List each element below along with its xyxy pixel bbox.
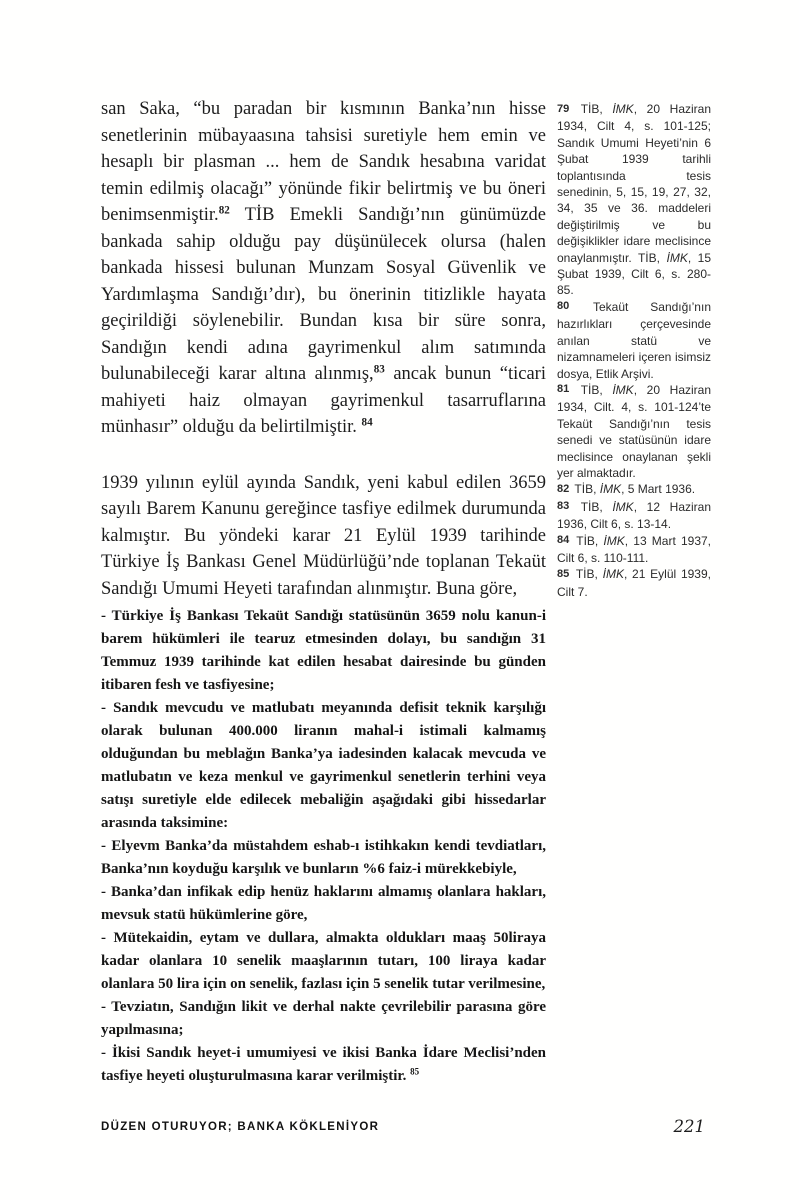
decree-item [101,835,550,881]
italic-text: İMK [602,567,624,582]
text-segment: , 20 Haziran 1934, Cilt 4, s. 101-125; Sandık Umumi Heyeti’nin 6 Şubat 1939 tarihli toplantısında tesis senedinin, 5, 15, 19, 27, 32, 34, 35 ve 36. maddeleri değiştirilmiş ve bu değişiklikler idare meclisince onaylanmıştır. TİB, [557,102,715,265]
sidenote [557,566,715,600]
sidenote [557,101,715,299]
sidenotes-column [557,101,715,600]
decree-item [101,996,550,1042]
text-segment: TİB, [571,382,613,397]
text-segment: , 13 Mart 1937, Cilt 6, s. 110-111. [557,533,715,565]
text-segment: TİB, [571,102,613,116]
text-segment: , 15 Şubat 1939, Cilt 6, s. 280-85. [557,250,715,298]
text-segment: TİB, [571,482,600,497]
text-segment: - Türkiye İş Bankası Tekaüt Sandığı statüsünün 3659 nolu kanun-i barem hükümleri ile tearuz etmesinden dolayı, bu sandığın 31 Temmuz 1939 tarihinde kat edilen hesabat dairesinde bu günden itibaren fesh ve tasfiyesine; [101,608,550,693]
text-segment: TİB, [571,567,603,582]
text-segment: ancak bunun “ticari mahiyeti haiz olmayan gayrimenkul tasarruflarına münhasır” olduğu da belirtilmiştir. [101,364,551,437]
decree-item [101,1042,550,1088]
text-segment: - Elyevm Banka’da müstahdem eshab-ı istihkakın kendi tevdiatları, Banka’nın koyduğu karşılık ve bunların %6 faiz-i mürekkebiyle, [101,838,550,877]
text-segment: - Sandık mevcudu ve matlubatı meyanında defisit teknik karşılığı olarak bulunan 400.000 liranın mahal-i istimali kalmamış olduğundan bu meblağın Banka’ya iadesinden kalacak mevcuda ve matlubatın ve keza menkul ve gayrimenkul senetlerin terhini veya satışı suretiyle elde edilecek mebaliğin aşağıdaki gibi hissedarlar arasında taksimine: [101,700,550,831]
text-segment: , 5 Mart 1936. [621,482,696,497]
main-text-column [101,96,551,1088]
sidenote [557,382,715,481]
sidenote-number: 85 [557,567,570,580]
italic-text: İMK [612,499,634,514]
text-segment: TİB, [571,533,604,548]
text-segment: TİB Emekli Sandığı’nın günümüzde bankada sahip olduğu pay düşünülecek olursa (halen bankada hissesi bulunan Munzam Sosyal Güvenlik ve Yardımlaşma Sandığı’dır), bu önerinin titizlikle hayata geçirildiği söylenebilir. Bundan kısa bir süre sonra, Sandığın kendi adına gayrimenkul alım satımında bulunabileceği karar altına alınmış, [101,205,551,384]
sidenote-number: 82 [557,482,570,495]
text-segment: 1939 yılının eylül ayında Sandık, yeni kabul edilen 3659 sayılı Barem Kanunu gereğince tasfiye edilmek durumunda kalmıştır. Bu yöndeki karar 21 Eylül 1939 tarihinde Türkiye İş Bankası Genel Müdürlüğü’nde toplanan Tekaüt Sandığı Umumi Heyeti tarafından alınmıştır. Buna göre, [101,472,551,599]
footnote-reference: 85 [410,1066,420,1077]
text-segment: , 20 Haziran 1934, Cilt. 4, s. 101-124’te Tekaüt Sandığı’nın tesis senedi ve statüsünün idare meclisince onaylanan şekli yer almaktadır. [557,382,715,480]
sidenote-number: 79 [557,102,570,115]
decree-item [101,605,550,697]
body-paragraph-1 [101,96,551,441]
sidenote-number: 81 [557,383,570,396]
text-segment: - Tevziatın, Sandığın likit ve derhal nakte çevrilebilir parasına göre yapılmasına; [101,999,550,1038]
text-segment: - İkisi Sandık heyet-i umumiyesi ve ikisi Banka İdare Meclisi’nden tasfiye heyeti oluşturulmasına karar verilmiştir. [101,1045,550,1084]
sidenote-number: 83 [557,500,570,513]
footnote-reference: 84 [361,416,373,429]
italic-text: İMK [599,482,622,497]
sidenote-number: 80 [557,300,570,313]
footnote-reference: 82 [218,204,230,217]
sidenote [557,481,711,498]
italic-text: İMK [612,382,634,397]
italic-text: İMK [612,102,634,116]
italic-text: İMK [603,533,625,548]
text-segment: - Mütekaidin, eytam ve dullara, almakta oldukları maaş 50liraya kadar olanlara 10 senelik maaşlarının tutarı, 100 liraya kadar olanlara 50 lira için on senelik, fazlası için 5 senelik tutar verilmesine, [101,930,550,992]
sidenote [557,499,715,533]
running-footer-title: DÜZEN OTURUYOR; BANKA KÖKLENİYOR [101,1121,380,1133]
text-segment: , 12 Haziran 1936, Cilt 6, s. 13-14. [557,499,715,532]
text-segment: Tekaüt Sandığı’nın hazırlıkları çerçevesinde anılan statü ve nizamnameleri içeren isimsiz dosya, Etlik Arşivi. [557,299,715,381]
text-segment: , 21 Eylül 1939, Cilt 7. [557,567,715,599]
footnote-reference: 83 [373,363,385,376]
sidenote-number: 84 [557,534,570,547]
decree-item [101,927,550,996]
decree-list [101,605,550,1088]
decree-item [101,697,550,835]
decree-item [101,881,550,927]
body-paragraph-2 [101,470,551,603]
italic-text: İMK [666,250,688,265]
text-segment: TİB, [571,499,613,514]
text-segment: - Banka’dan infikak edip henüz haklarını almamış olanlara hakları, mevsuk statü hükümlerine göre, [101,884,550,923]
text-segment: san Saka, “bu paradan bir kısmının Banka’nın hisse senetlerinin mübayaasına tahsisi suretiyle hem emin ve hesaplı bir plasman ... hem de Sandık hesabına varidat temin edilmiş olacağı” yönünde fikir belirtmiş ve bu öneri benimsenmiştir. [101,99,551,225]
sidenote [557,533,715,567]
page-number: 221 [673,1117,705,1136]
sidenote [557,299,715,382]
